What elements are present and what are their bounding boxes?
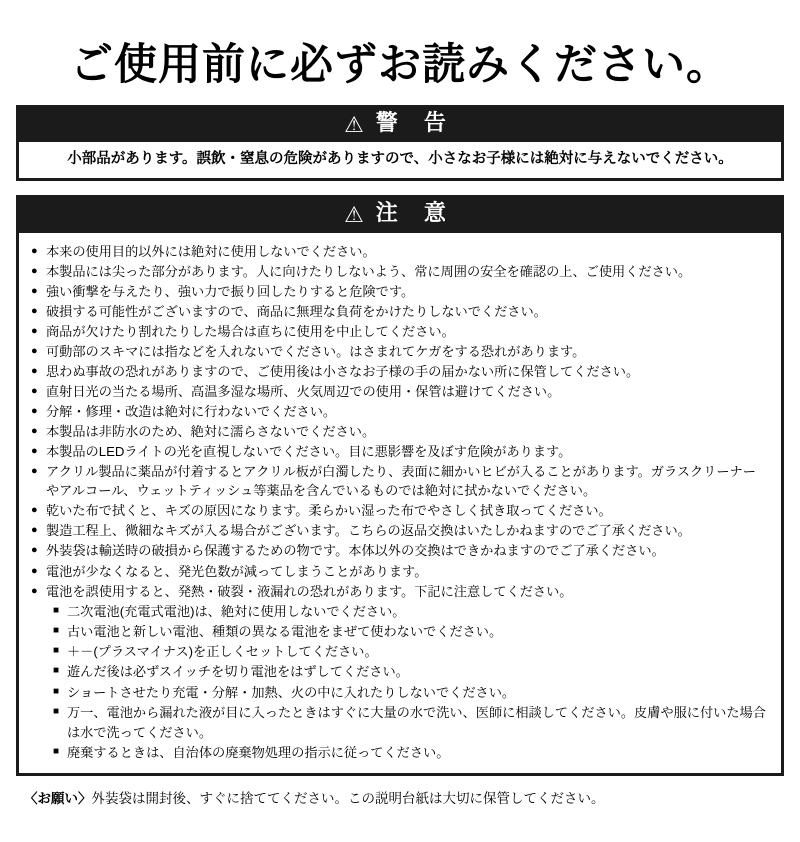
list-item: ● 可動部のスキマには指などを入れないでください。はさまれてケガをする恐れがあります。 xyxy=(31,342,769,362)
sub-list-item: ■ ショートさせたり充電・分解・加熱、火の中に入れたりしないでください。 xyxy=(53,683,769,703)
warning-triangle-icon: ⚠ xyxy=(344,112,364,138)
warning-body xyxy=(16,142,784,181)
list-item: ● 破損する可能性がございますので、商品に無理な負荷をかけたりしないでください。 xyxy=(31,302,769,322)
sub-list-item: ■ 廃棄するときは、自治体の廃棄物処理の指示に従ってください。 xyxy=(53,743,769,763)
caution-header xyxy=(16,195,784,232)
list-item: ● 電池が少なくなると、発光色数が減ってしまうことがあります。 xyxy=(31,562,769,582)
sub-list-item: ■ 二次電池(充電式電池)は、絶対に使用しないでください。 xyxy=(53,602,769,622)
warning-section xyxy=(16,105,784,181)
warning-header xyxy=(16,105,784,142)
list-item: ● 製造工程上、微細なキズが入る場合がございます。こちらの返品交換はいたしかねますのでご了承ください。 xyxy=(31,521,769,541)
list-item: ● 本製品のLEDライトの光を直視しないでください。目に悪影響を及ぼす危険があります。 xyxy=(31,442,769,462)
list-item: ● 外装袋は輸送時の破損から保護するための物です。本体以外の交換はできかねますのでご了承ください。 xyxy=(31,541,769,561)
footer-note-text: 外装袋は開封後、すぐに捨ててください。この説明台紙は大切に保管してください。 xyxy=(91,791,605,807)
list-item: ● 思わぬ事故の恐れがありますので、ご使用後は小さなお子様の手の届かない所に保管してください。 xyxy=(31,362,769,382)
caution-heading-label: 注 意 xyxy=(375,200,456,226)
caution-list xyxy=(31,242,769,602)
list-item: ● 本製品は非防水のため、絶対に濡らさないでください。 xyxy=(31,422,769,442)
caution-section xyxy=(16,195,784,776)
caution-triangle-icon: ⚠ xyxy=(344,202,364,228)
warning-heading-label: 警 告 xyxy=(375,110,456,136)
battery-sub-list xyxy=(31,602,769,763)
sub-list-item: ■ 万一、電池から漏れた液が目に入ったときはすぐに大量の水で洗い、医師に相談してください。皮膚や服に付いた場合は水で洗ってください。 xyxy=(53,703,769,743)
footer-note-lead: 〈お願い〉 xyxy=(24,791,92,807)
list-item: ● 分解・修理・改造は絶対に行わないでください。 xyxy=(31,402,769,422)
instruction-sheet xyxy=(0,42,800,842)
caution-body xyxy=(16,233,784,777)
list-item: ● 強い衝撃を与えたり、強い力で振り回したりすると危険です。 xyxy=(31,282,769,302)
list-item: ● 直射日光の当たる場所、高温多湿な場所、火気周辺での使用・保管は避けてください。 xyxy=(31,382,769,402)
list-item: ● 電池を誤使用すると、発熱・破裂・液漏れの恐れがあります。下記に注意してください。 xyxy=(31,582,769,602)
warning-text: 小部品があります。誤飲・窒息の危険がありますので、小さなお子様には絶対に与えないでください。 xyxy=(67,151,733,168)
sub-list-item: ■ ＋－(プラスマイナス)を正しくセットしてください。 xyxy=(53,642,769,662)
list-item: ● 商品が欠けたり割れたりした場合は直ちに使用を中止してください。 xyxy=(31,322,769,342)
list-item: ● 本来の使用目的以外には絶対に使用しないでください。 xyxy=(31,242,769,262)
sub-list-item: ■ 遊んだ後は必ずスイッチを切り電池をはずしてください。 xyxy=(53,662,769,682)
list-item: ● アクリル製品に薬品が付着するとアクリル板が白濁したり、表面に細かいヒビが入ることがあります。ガラスクリーナーやアルコール、ウェットティッシュ等薬品を含んでいるものでは絶対に拭かないでください。 xyxy=(31,462,769,501)
list-item: ● 乾いた布で拭くと、キズの原因になります。柔らかい湿った布でやさしく拭き取ってください。 xyxy=(31,501,769,521)
list-item: ● 本製品には尖った部分があります。人に向けたりしないよう、常に周囲の安全を確認の上、ご使用ください。 xyxy=(31,262,769,282)
page-title: ご使用前に必ずお読みください。 xyxy=(70,41,730,89)
sub-list-item: ■ 古い電池と新しい電池、種類の異なる電池をまぜて使わないでください。 xyxy=(53,622,769,642)
